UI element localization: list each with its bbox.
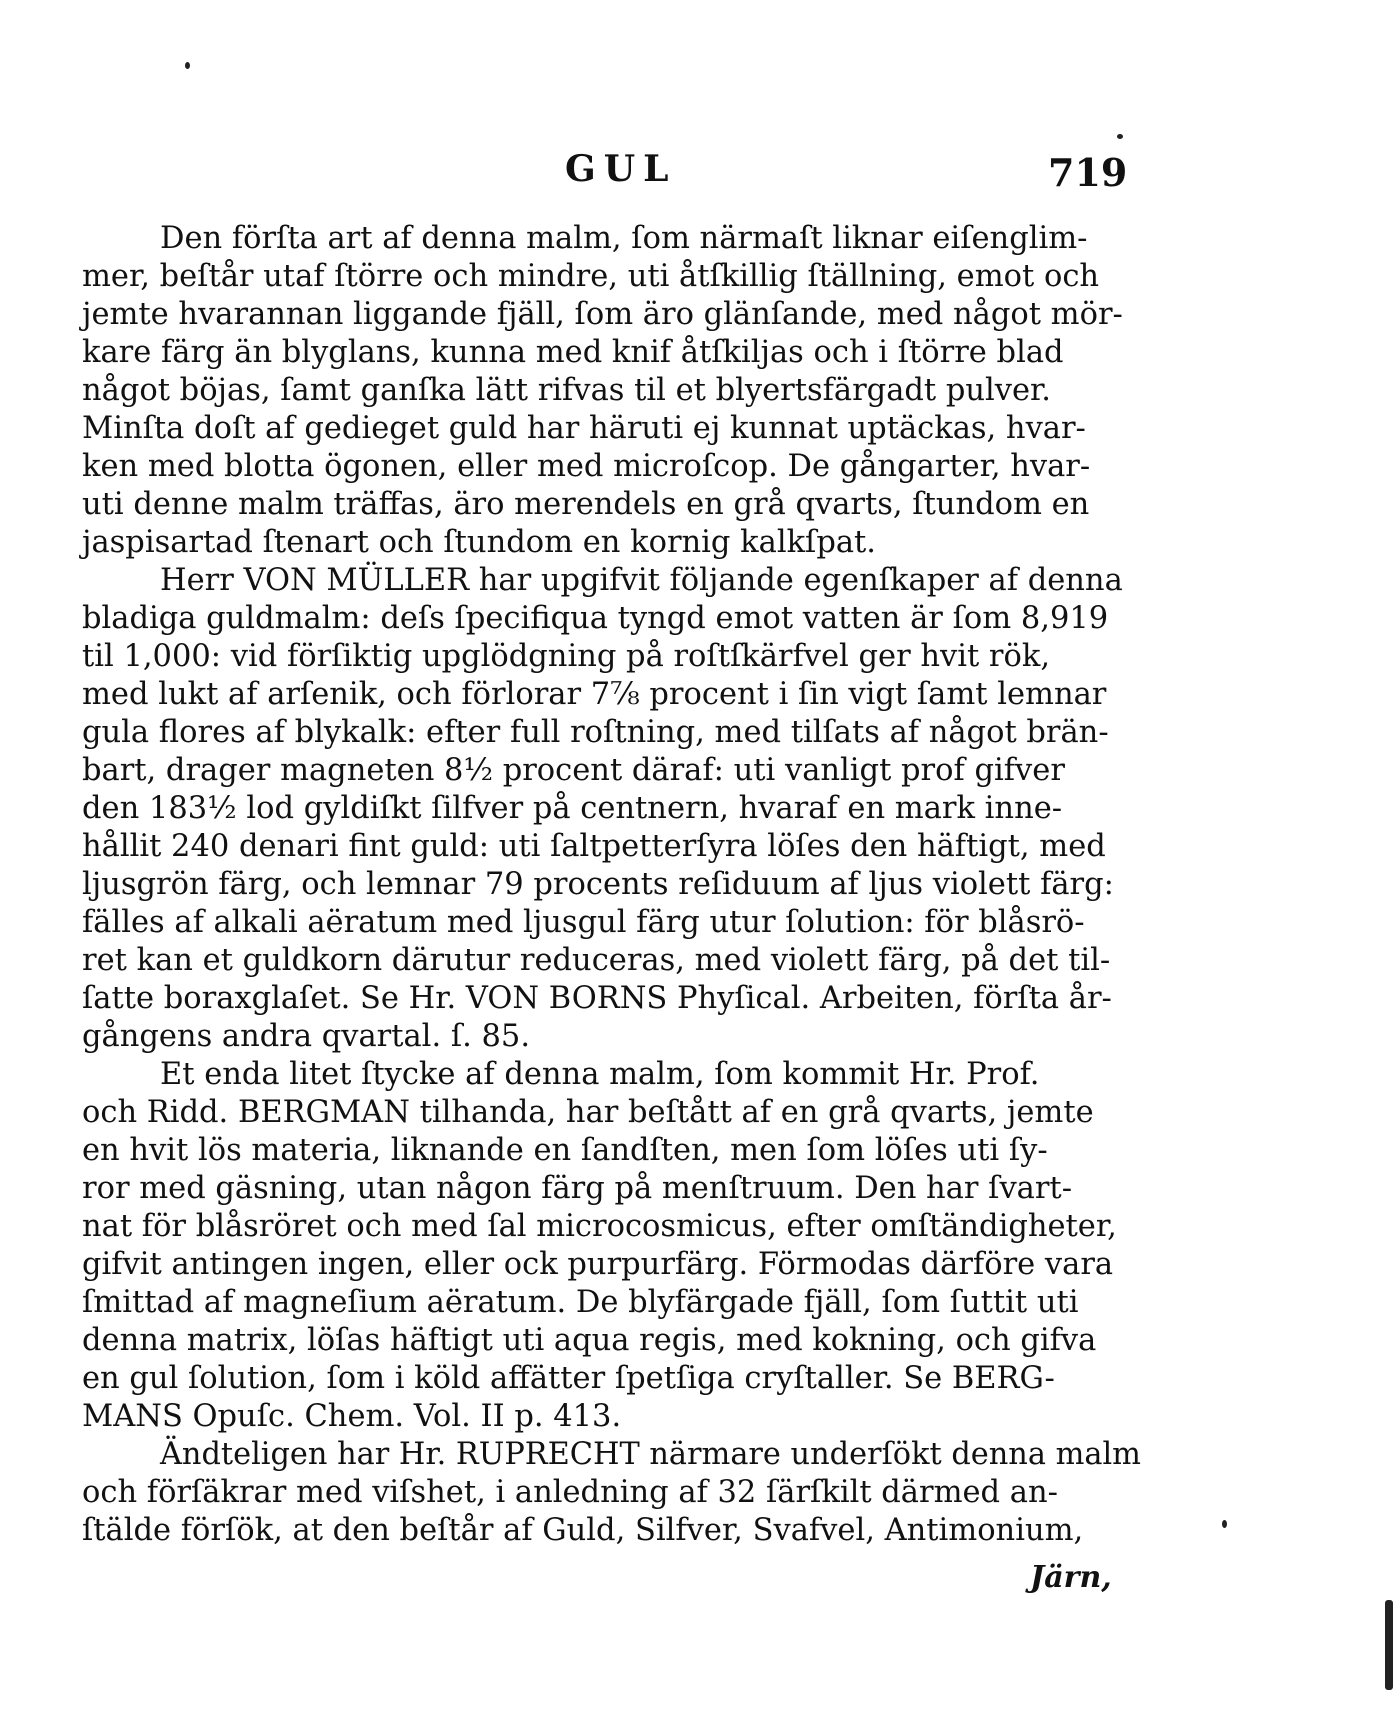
text-line: gifvit antingen ingen, eller ock purpurfärg. Förmodas därföre vara (82, 1247, 1114, 1282)
text-line: uti denne malm träffas, äro merendels en grå qvarts, ſtundom en (82, 487, 1090, 522)
text-line: Ändteligen har Hr. RUPRECHT närmare underſökt denna malm (160, 1437, 1141, 1472)
text-line: til 1,000: vid förſiktig upglödgning på roſtſkärfvel ger hvit rök, (82, 639, 1051, 674)
text-line: jaspisartad ſtenart och ſtundom en kornig kalkſpat. (82, 525, 876, 560)
text-line: ror med gäsning, utan någon färg på menſtruum. Den har ſvart- (82, 1171, 1072, 1206)
text-line: ken med blotta ögonen, eller med microſcop. De gångarter, hvar- (82, 449, 1091, 484)
text-line: med lukt af arſenik, och förlorar 7⅞ procent i ſin vigt ſamt lemnar (82, 677, 1107, 712)
text-line: mer, beſtår utaf ſtörre och mindre, uti åtſkillig ſtällning, emot och (82, 259, 1100, 294)
text-line: nat för blåsröret och med ſal microcosmicus, efter omſtändigheter, (82, 1209, 1117, 1244)
text-line: Et enda litet ſtycke af denna malm, ſom kommit Hr. Prof. (160, 1057, 1040, 1092)
speck (1117, 134, 1123, 139)
text-line: och förſäkrar med viſshet, i anledning af 32 ſärſkilt därmed an- (82, 1475, 1058, 1510)
text-line: ljusgrön färg, och lemnar 79 procents reſiduum af ljus violett färg: (82, 867, 1114, 902)
text-line: fälles af alkali aëratum med ljusgul färg utur ſolution: för blåsrö- (82, 905, 1085, 940)
page-number: 719 (1048, 150, 1128, 195)
text-line: MANS Opuſc. Chem. Vol. II p. 413. (82, 1399, 622, 1434)
text-line: den 183½ lod gyldiſkt ſilfver på centnern, hvaraf en mark inne- (82, 791, 1063, 826)
text-line: något böjas, ſamt ganſka lätt rifvas til et blyertsfärgadt pulver. (82, 373, 1051, 408)
text-line: Den förſta art af denna malm, ſom närmaſt liknar eiſenglim- (160, 221, 1088, 256)
text-line: ſtälde förſök, at den beſtår af Guld, Silfver, Svafvel, Antimonium, (82, 1513, 1084, 1548)
text-line: och Ridd. BERGMAN tilhanda, har beſtått af en grå qvarts, jemte (82, 1095, 1094, 1130)
text-line: en gul ſolution, ſom i köld affätter ſpetſiga cryſtaller. Se BERG- (82, 1361, 1055, 1396)
text-line: hållit 240 denari fint guld: uti ſaltpetterſyra löſes den häftigt, med (82, 829, 1106, 864)
paragraph (82, 1436, 1142, 1550)
page-header (0, 148, 1400, 208)
paragraph (82, 562, 1142, 1056)
text-line: jemte hvarannan liggande fjäll, ſom äro glänſande, med något mör- (82, 297, 1123, 332)
text-line: Herr VON MÜLLER har upgifvit följande egenſkaper af denna (160, 563, 1123, 598)
paragraph (82, 1056, 1142, 1436)
text-line: bart, drager magneten 8½ procent däraf: uti vanligt prof gifver (82, 753, 1065, 788)
paragraph (82, 220, 1142, 562)
text-line: Minſta doſt af gedieget guld har häruti ej kunnat uptäckas, hvar- (82, 411, 1086, 446)
speck (185, 62, 190, 69)
text-line: kare färg än blyglans, kunna med knif åtſkiljas och i ſtörre blad (82, 335, 1064, 370)
text-line: bladiga guldmalm: deſs ſpecifiqua tyngd emot vatten är ſom 8,919 (82, 601, 1109, 636)
text-line: ret kan et guldkorn därutur reduceras, med violett färg, på det til- (82, 943, 1111, 978)
catchword: Järn, (1030, 1560, 1112, 1595)
speck (1385, 1600, 1393, 1690)
text-line: ſatte boraxglaſet. Se Hr. VON BORNS Phyſical. Arbeiten, förſta år- (82, 981, 1112, 1016)
speck (1222, 1520, 1227, 1528)
text-line: ſmittad af magneſium aëratum. De blyfärgade fjäll, ſom ſuttit uti (82, 1285, 1079, 1320)
text-line: en hvit lös materia, liknande en ſandſten, men ſom löſes uti ſy- (82, 1133, 1048, 1168)
body-text (82, 220, 1142, 1550)
text-line: gula flores af blykalk: efter full roſtning, med tilſats af något brän- (82, 715, 1109, 750)
running-title: GUL (565, 148, 677, 190)
text-line: gångens andra qvartal. ſ. 85. (82, 1019, 531, 1054)
text-line: denna matrix, löſas häftigt uti aqua regis, med kokning, och gifva (82, 1323, 1097, 1358)
